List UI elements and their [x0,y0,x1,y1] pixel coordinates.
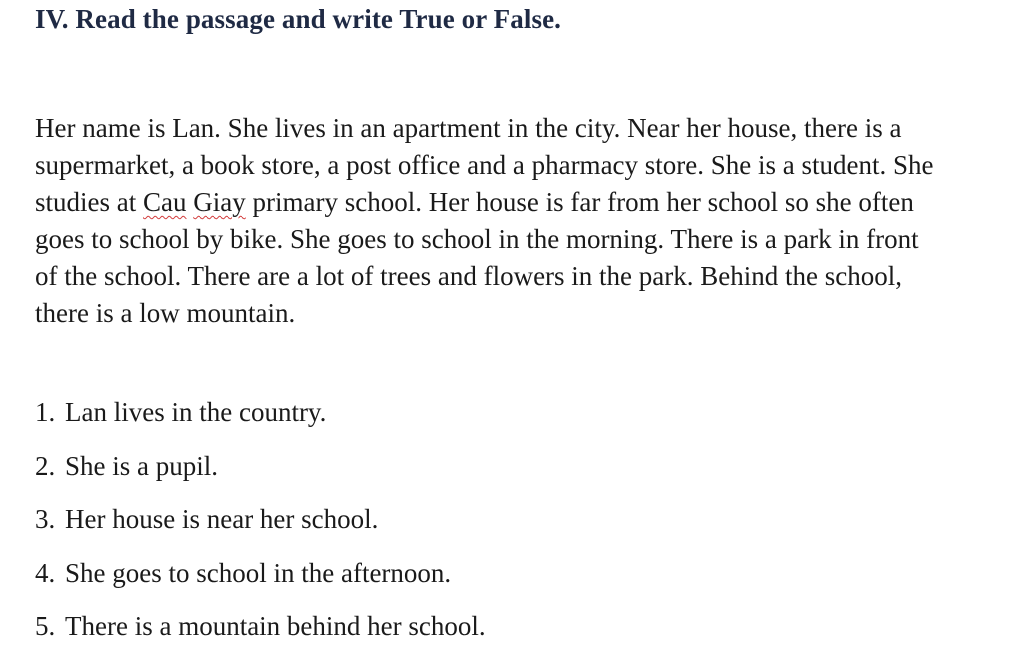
passage-line-3 [35,184,1024,221]
question-text: She is a pupil. [65,450,218,481]
spellcheck-word-cau: Cau [143,187,187,217]
question-number: 4. [35,557,56,588]
passage-line-3-end: primary school. Her house is far from her school so she often [245,187,914,217]
spellcheck-word-giay: Giay [193,187,246,217]
question-item [35,394,486,448]
passage-line-5: of the school. There are a lot of trees and flowers in the park. Behind the school, [35,261,902,291]
question-item [35,448,486,502]
passage-line-1: Her name is Lan. She lives in an apartment in the city. Near her house, there is a [35,113,902,143]
exercise-heading: IV. Read the passage and write True or False. [35,4,562,34]
passage-line-2: supermarket, a book store, a post office and a pharmacy store. She is a student. She [35,150,934,180]
question-number: 2. [35,450,56,481]
question-text: There is a mountain behind her school. [65,611,486,641]
passage-line-3-start: studies at [35,187,143,217]
question-number: 5. [35,611,56,641]
question-list [35,394,486,662]
question-item [35,555,486,609]
reading-passage [35,110,1024,332]
passage-line-4: goes to school by bike. She goes to school in the morning. There is a park in front [35,224,919,254]
question-number: 1. [35,397,56,427]
passage-line-6: there is a low mountain. [35,298,296,328]
question-text: Her house is near her school. [65,504,379,534]
question-text: Lan lives in the country. [65,397,327,427]
question-number: 3. [35,504,56,534]
question-text: She goes to school in the afternoon. [65,557,452,588]
question-item [35,608,486,662]
question-item [35,501,486,555]
